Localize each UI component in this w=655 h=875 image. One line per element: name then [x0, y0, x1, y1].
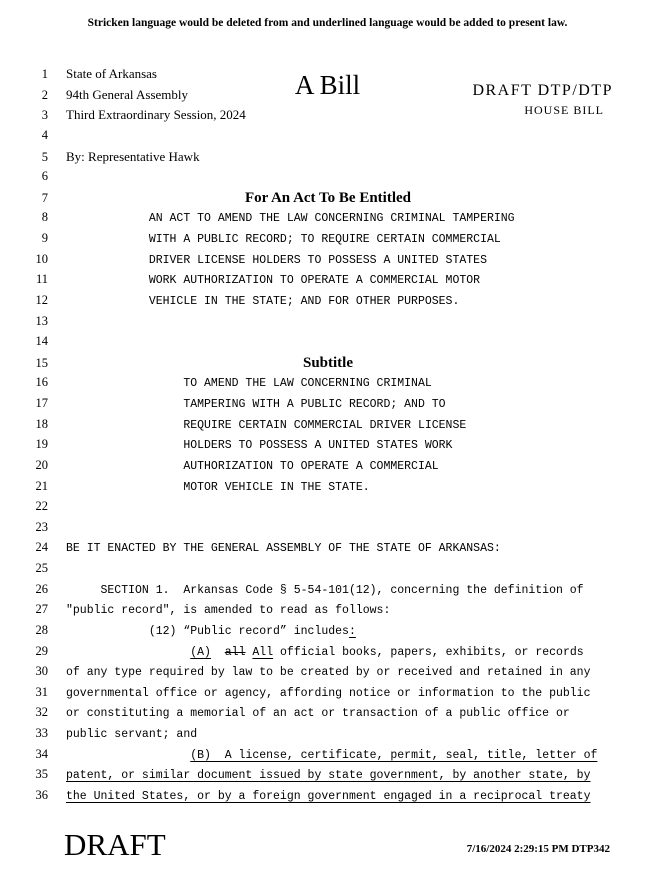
- bill-line: [0, 169, 655, 190]
- line-text: [66, 107, 246, 123]
- plain-text: or constituting a memorial of an act or transaction of a public office or: [66, 707, 570, 721]
- line-text: [66, 460, 439, 473]
- line-text: [66, 149, 200, 165]
- bill-line: [0, 87, 655, 108]
- bill-line: [0, 231, 655, 252]
- bill-title: A Bill: [294, 70, 361, 100]
- bill-body: [0, 66, 655, 809]
- line-number: 29: [35, 643, 48, 658]
- line-text: [66, 687, 591, 700]
- bill-line: [0, 685, 655, 706]
- plain-text: DRIVER LICENSE HOLDERS TO POSSESS A UNITED STATES: [66, 253, 487, 267]
- stricken-language-disclaimer: Stricken language would be deleted from and underlined language would be added to present law.: [87, 17, 568, 29]
- line-number: 33: [35, 726, 48, 740]
- inserted-text: :: [348, 624, 356, 638]
- line-number: 34: [35, 746, 48, 761]
- line-number: 30: [35, 664, 48, 679]
- bill-line: [0, 417, 655, 438]
- bill-line: [0, 458, 655, 479]
- bill-line: [0, 149, 655, 170]
- inserted-text: the United States, or by a foreign government engaged in a reciprocal treaty: [66, 789, 591, 803]
- plain-text: governmental office or agency, affording notice or information to the public: [66, 686, 591, 700]
- line-text: [66, 212, 515, 225]
- line-text: [66, 646, 584, 659]
- line-text: [66, 749, 597, 762]
- plain-text: MOTOR VEHICLE IN THE STATE.: [66, 480, 370, 494]
- bill-line: [0, 66, 655, 87]
- line-text: [66, 439, 452, 452]
- line-number: 16: [35, 375, 48, 390]
- plain-text: [66, 749, 190, 762]
- line-number: 26: [35, 581, 48, 596]
- line-text: [66, 481, 370, 494]
- line-text: [66, 295, 459, 308]
- plain-text: Third Extraordinary Session, 2024: [66, 107, 246, 123]
- line-number: 28: [35, 622, 48, 637]
- plain-text: Subtitle: [302, 354, 353, 371]
- plain-text: WITH A PUBLIC RECORD; TO REQUIRE CERTAIN COMMERCIAL: [66, 233, 501, 246]
- bill-line: [0, 334, 655, 355]
- plain-text: REQUIRE CERTAIN COMMERCIAL DRIVER LICENSE: [66, 418, 467, 432]
- bill-line: [0, 499, 655, 520]
- bill-line: [0, 314, 655, 335]
- line-number: 11: [35, 272, 48, 287]
- bill-line: [0, 293, 655, 314]
- line-text: [66, 728, 197, 741]
- plain-text: AN ACT TO AMEND THE LAW CONCERNING CRIMINAL TAMPERING: [66, 212, 515, 226]
- line-number: 24: [35, 540, 48, 555]
- bill-line: [0, 190, 655, 211]
- bill-line: [0, 726, 655, 747]
- plain-text: BE IT ENACTED BY THE GENERAL ASSEMBLY OF THE STATE OF ARKANSAS:: [66, 542, 501, 556]
- plain-text: official books, papers, exhibits, or records: [273, 645, 584, 659]
- plain-text: (12) “Public record” includes: [66, 624, 349, 638]
- line-number: 23: [35, 519, 48, 534]
- line-text: [66, 87, 188, 103]
- bill-line: [0, 747, 655, 768]
- line-text: [66, 254, 487, 267]
- bill-line: [0, 272, 655, 293]
- line-number: 14: [35, 334, 48, 349]
- plain-text: HOLDERS TO POSSESS A UNITED STATES WORK: [66, 439, 453, 453]
- line-number: 8: [41, 210, 48, 225]
- chamber-label: HOUSE BILL: [524, 103, 604, 117]
- line-number: 12: [35, 292, 48, 307]
- line-text: [66, 398, 446, 411]
- bill-line: [0, 561, 655, 582]
- bill-line: [0, 375, 655, 396]
- footer-draft-watermark: DRAFT: [64, 827, 166, 862]
- line-text: [66, 355, 590, 372]
- line-text: [66, 274, 480, 287]
- line-text: [66, 625, 356, 638]
- plain-text: TO AMEND THE LAW CONCERNING CRIMINAL: [66, 377, 432, 391]
- bill-line: [0, 210, 655, 231]
- bill-line: [0, 644, 655, 665]
- line-text: [66, 190, 590, 207]
- line-number: 18: [35, 416, 48, 431]
- bill-line: [0, 540, 655, 561]
- line-text: [66, 790, 591, 803]
- bill-line: [0, 788, 655, 809]
- bill-line: [0, 705, 655, 726]
- bill-line: [0, 767, 655, 788]
- line-number: 25: [35, 561, 48, 575]
- bill-line: [0, 437, 655, 458]
- line-number: 2: [41, 87, 48, 102]
- plain-text: public servant; and: [66, 728, 198, 741]
- stricken-text: all: [224, 645, 246, 659]
- line-number: 15: [35, 355, 48, 370]
- plain-text: For An Act To Be Entitled: [245, 189, 411, 206]
- line-text: [66, 707, 570, 720]
- bill-line: [0, 355, 655, 376]
- line-number: 21: [35, 478, 48, 493]
- plain-text: VEHICLE IN THE STATE; AND FOR OTHER PURPOSES.: [66, 294, 460, 308]
- line-number: 7: [41, 190, 48, 205]
- line-number: 27: [35, 602, 48, 617]
- line-number: 3: [41, 108, 48, 123]
- line-number: 9: [41, 231, 48, 245]
- plain-text: By: Representative Hawk: [66, 148, 200, 164]
- inserted-text: (A): [190, 645, 211, 659]
- plain-text: WORK AUTHORIZATION TO OPERATE A COMMERCIAL MOTOR: [66, 274, 481, 288]
- line-number: 10: [35, 251, 48, 266]
- bill-line: [0, 128, 655, 149]
- bill-line: [0, 582, 655, 603]
- line-text: [66, 233, 501, 246]
- line-number: 32: [35, 705, 48, 720]
- inserted-text: (B) A license, certificate, permit, seal, title, letter of: [190, 748, 598, 762]
- footer-timestamp: 7/16/2024 2:29:15 PM DTP342: [466, 843, 610, 855]
- line-text: [66, 666, 591, 679]
- line-text: [66, 377, 432, 390]
- plain-text: SECTION 1. Arkansas Code § 5-54-101(12), concerning the definition of: [66, 583, 584, 597]
- line-number: 31: [35, 684, 48, 699]
- plain-text: AUTHORIZATION TO OPERATE A COMMERCIAL: [66, 459, 439, 473]
- bill-line: [0, 479, 655, 500]
- bill-line: [0, 107, 655, 128]
- line-number: 22: [35, 499, 48, 514]
- line-text: [66, 419, 466, 432]
- bill-line: [0, 520, 655, 541]
- line-text: [66, 604, 390, 617]
- line-number: 1: [41, 67, 48, 81]
- line-number: 17: [35, 396, 48, 410]
- bill-line: [0, 602, 655, 623]
- plain-text: State of Arkansas: [66, 66, 157, 81]
- plain-text: [211, 646, 225, 659]
- line-text: [66, 769, 591, 782]
- bill-line: [0, 252, 655, 273]
- line-number: 6: [41, 169, 48, 184]
- line-number: 19: [35, 437, 48, 452]
- draft-designation: DRAFT DTP/DTP: [472, 82, 613, 99]
- bill-line: [0, 396, 655, 417]
- plain-text: TAMPERING WITH A PUBLIC RECORD; AND TO: [66, 398, 446, 411]
- line-number: 5: [41, 149, 48, 164]
- inserted-text: patent, or similar document issued by state government, by another state, by: [66, 769, 591, 783]
- bill-line: [0, 623, 655, 644]
- plain-text: of any type required by law to be created by or received and retained in any: [66, 666, 591, 680]
- line-number: 13: [35, 313, 48, 328]
- line-number: 35: [35, 767, 48, 782]
- bill-line: [0, 664, 655, 685]
- line-number: 20: [35, 457, 48, 472]
- line-text: [66, 542, 501, 555]
- plain-text: 94th General Assembly: [66, 86, 189, 102]
- line-text: [66, 66, 157, 82]
- line-number: 4: [41, 127, 48, 142]
- plain-text: [66, 646, 190, 659]
- line-number: 36: [35, 787, 48, 802]
- plain-text: "public record", is amended to read as follows:: [66, 604, 391, 618]
- line-text: [66, 584, 584, 597]
- inserted-text: All: [252, 645, 274, 659]
